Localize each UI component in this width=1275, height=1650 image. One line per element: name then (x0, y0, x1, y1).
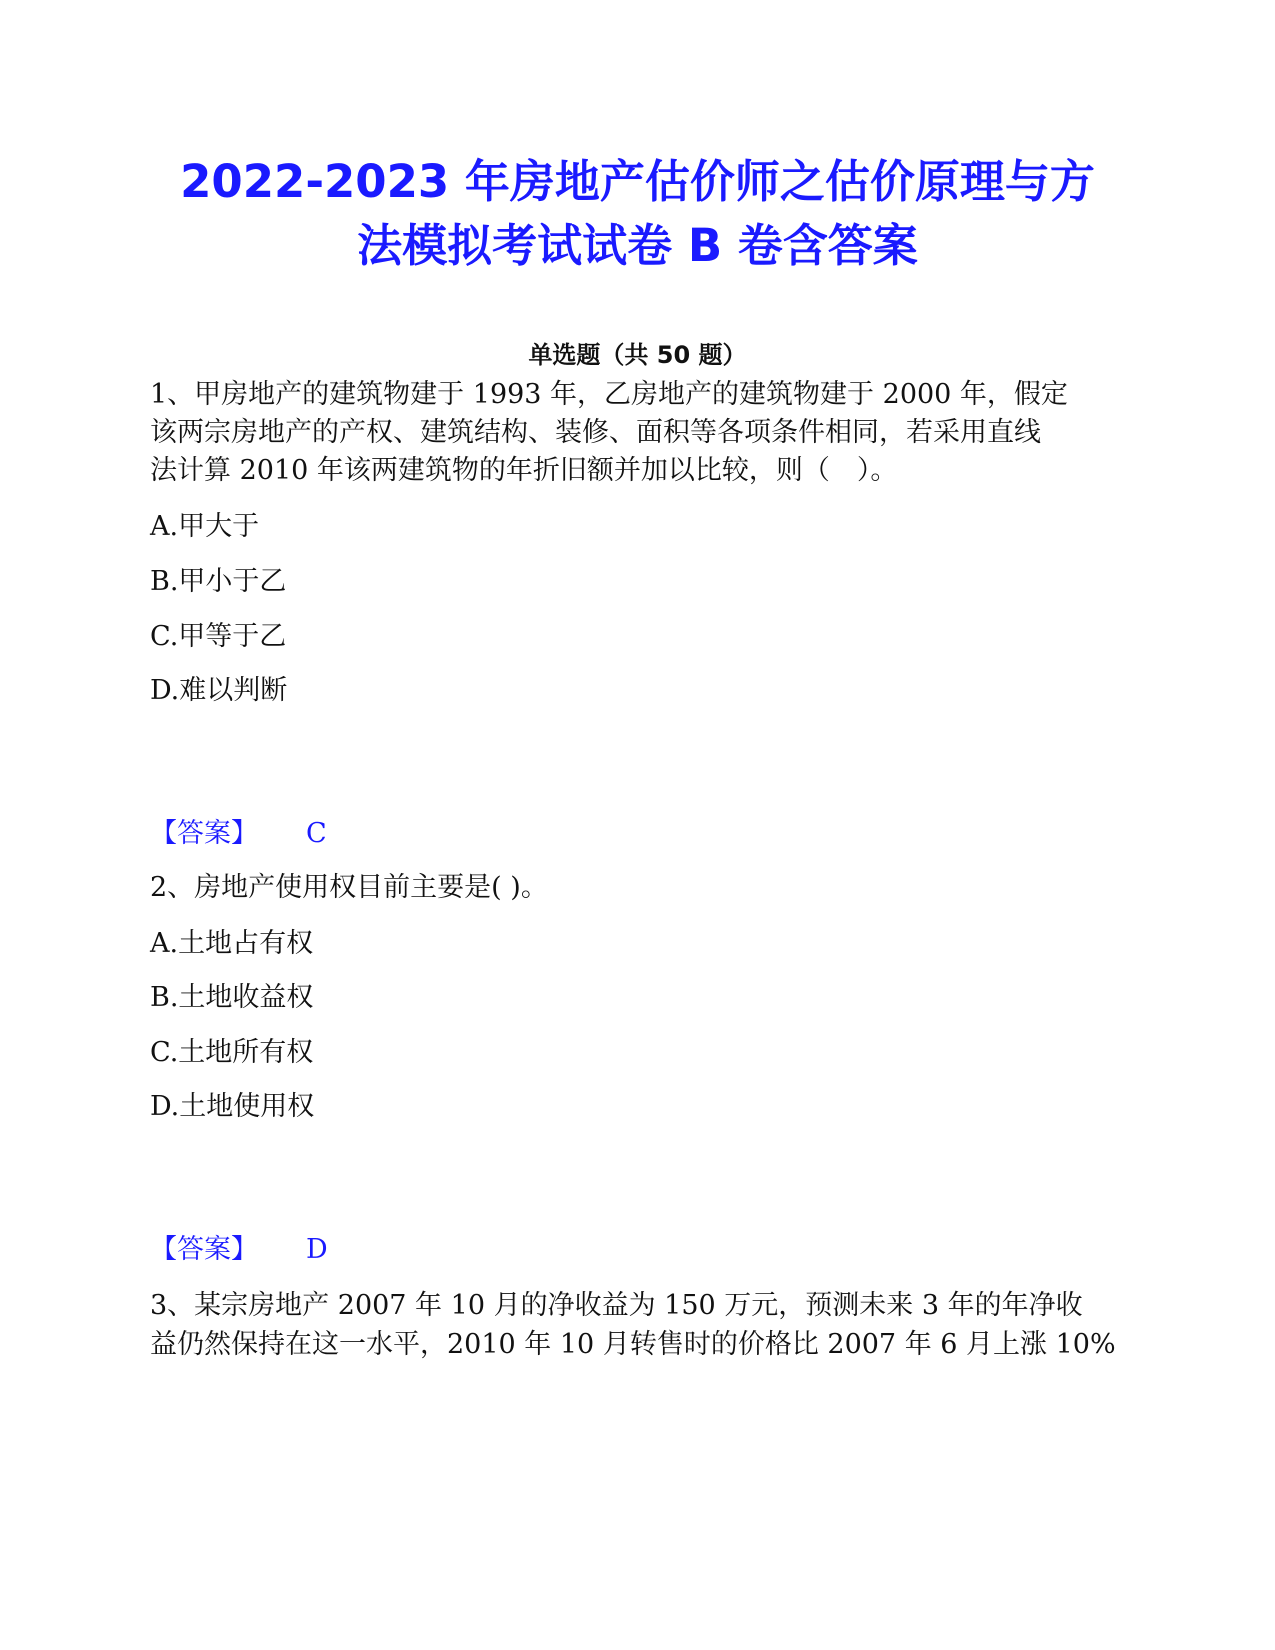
question-2-option-b: B.土地收益权 (150, 982, 314, 1013)
question-1-option-b: B.甲小于乙 (150, 566, 287, 597)
question-1-option-a: A.甲大于 (150, 511, 260, 542)
document-title (120, 150, 1155, 278)
question-1-text-line-2: 该两宗房地产的产权、建筑结构、装修、面积等各项条件相同，若采用直线 (150, 417, 1041, 448)
answer-label: 【答案】 (150, 818, 258, 849)
answer-label: 【答案】 (150, 1234, 258, 1265)
question-3-text-line-1: 3、某宗房地产 2007 年 10 月的净收益为 150 万元，预测未来 3 年的年净收 (150, 1290, 1083, 1321)
question-1-option-d: D.难以判断 (150, 675, 288, 706)
question-2-text-line-1: 2、房地产使用权目前主要是( )。 (150, 872, 548, 903)
answer-value: C (306, 818, 327, 849)
question-2-option-a: A.土地占有权 (150, 928, 314, 959)
title-line-1: 2022-2023 年房地产估价师之估价原理与方 (180, 155, 1095, 208)
section-header: 单选题（共 50 题） (528, 341, 747, 369)
answer-value: D (306, 1234, 328, 1265)
question-2-option-c: C.土地所有权 (150, 1037, 314, 1068)
question-1-text-line-1: 1、甲房地产的建筑物建于 1993 年，乙房地产的建筑物建于 2000 年，假定 (150, 379, 1068, 410)
question-1-text-line-3: 法计算 2010 年该两建筑物的年折旧额并加以比较，则（ ）。 (150, 455, 898, 486)
question-1-answer (150, 817, 327, 851)
question-2-option-d: D.土地使用权 (150, 1091, 315, 1122)
question-3-text-line-2: 益仍然保持在这一水平，2010 年 10 月转售时的价格比 2007 年 6 月上涨 10% (150, 1329, 1116, 1360)
title-line-2: 法模拟考试试卷 B 卷含答案 (357, 219, 918, 272)
question-2-answer (150, 1233, 328, 1267)
question-1-option-c: C.甲等于乙 (150, 621, 287, 652)
